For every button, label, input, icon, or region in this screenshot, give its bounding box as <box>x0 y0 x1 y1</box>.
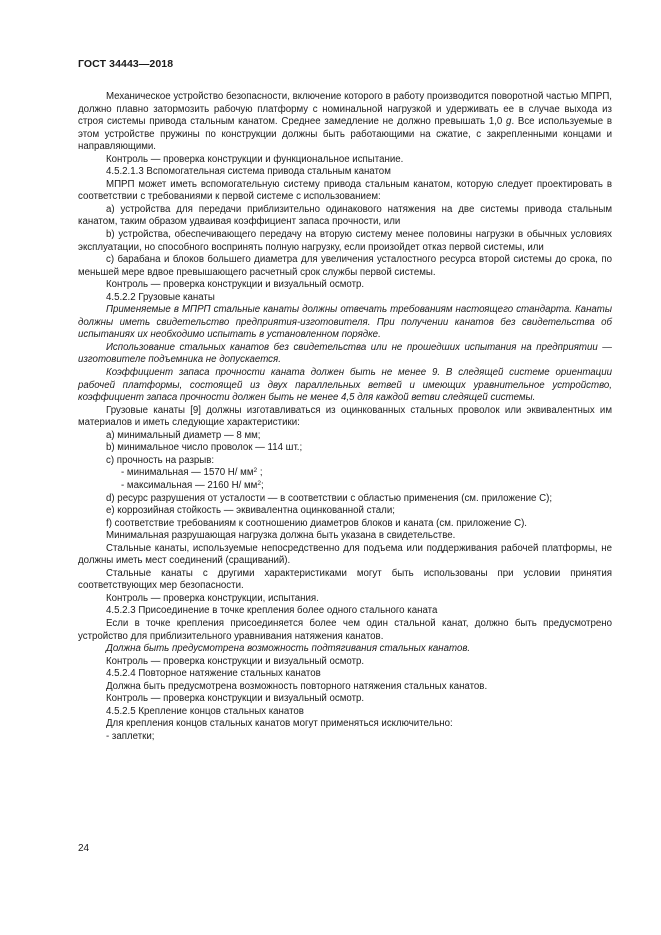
paragraph: Контроль — проверка конструкции и визуальный осмотр. <box>106 279 365 291</box>
list-item: c) прочность на разрыв: <box>106 454 215 466</box>
list-item: b) устройства, обеспечивающего передачу на вторую систему менее половины нагрузки в обычных условиях эксплуатации, но способного воспринять полную нагрузку, если произойдет отказ первой системы, или <box>78 229 612 253</box>
list-item: a) минимальный диаметр — 8 мм; <box>106 429 261 441</box>
list-item: c) барабана и блоков большего диаметра для увеличения усталостного ресурса второй системы до срока, по меньшей мере вдвое превышающего расчетный срок службы первой системы. <box>78 254 612 278</box>
page-number: 24 <box>78 843 90 854</box>
paragraph: Стальные канаты, используемые непосредственно для подъема или поддерживания рабочей платформы, не должны иметь мест соединений (сращиваний). <box>78 542 612 567</box>
paragraph: Если в точке крепления присоединяется более чем один стальной канат, должно быть предусмотрено устройство для приблизительного уравнивания натяжения канатов. <box>78 617 612 642</box>
document-body <box>78 91 612 743</box>
section-heading: 4.5.2.2 Грузовые канаты <box>106 291 215 303</box>
paragraph: Контроль — проверка конструкции, испытания. <box>106 592 319 604</box>
paragraph: Стальные канаты с другими характеристиками могут быть использованы при условии принятия соответствующих мер безопасности. <box>78 567 612 592</box>
paragraph: Применяемые в МПРП стальные канаты должны отвечать требованиям настоящего стандарта. Канаты должны иметь свидетельство предприятия-изготовителя. При получении канатов без свидетельства об испытаниях их необходимо испытать в установленном порядке. <box>78 304 612 341</box>
paragraph: Контроль — проверка конструкции и функциональное испытание. <box>106 153 404 165</box>
list-item: f) соответствие требованиям к соотношению диаметров блоков и каната (см. приложение С). <box>106 517 527 529</box>
paragraph: Коэффициент запаса прочности каната должен быть не менее 9. В следящей системе ориентации рабочей платформы, состоящей из двух параллельных ветвей и имеющих уравнительное устройство, коэффициент запаса прочности должен быть не менее 4,5 для каждой ветви следящей системы. <box>78 367 612 404</box>
list-item: - заплетки; <box>106 730 155 742</box>
paragraph: Контроль — проверка конструкции и визуальный осмотр. <box>106 655 365 667</box>
section-heading: 4.5.2.3 Присоединение в точке крепления более одного стального каната <box>106 605 438 617</box>
paragraph: Для крепления концов стальных канатов могут применяться исключительно: <box>106 718 453 730</box>
paragraph: Использование стальных канатов без свидетельства или не прошедших испытания на предприятии — изготовителе подъемника не допускается. <box>78 341 612 366</box>
section-heading: 4.5.2.4 Повторное натяжение стальных канатов <box>106 668 321 680</box>
paragraph: Механическое устройство безопасности, включение которого в работу производится поворотной частью МПРП, должно плавно затормозить рабочую платформу с номинальной нагрузкой и удерживать ее в случае выхода из строя системы привода стальным канатом. Среднее замедление не должно превышать 1,0 g. Все используемые в этом устройстве пружины по конструкции должны быть работающими на сжатие, с закрепленными концами и направляющими. <box>78 91 612 153</box>
list-item: b) минимальное число проволок — 114 шт.; <box>106 442 303 454</box>
list-item: a) устройства для передачи приблизительно одинакового натяжения на две системы привода стальным канатом, таким образом удваивая коэффициент запаса прочности, или <box>78 203 612 228</box>
unit-g: g <box>506 116 512 128</box>
document-header: ГОСТ 34443—2018 <box>78 58 174 70</box>
list-item: e) коррозийная стойкость — эквивалентна оцинкованной стали; <box>106 505 395 517</box>
section-heading: 4.5.2.5 Крепление концов стальных канатов <box>106 705 304 717</box>
list-subitem: - минимальная — 1570 Н/ $мм^2$ ; <box>121 467 263 479</box>
paragraph: Должна быть предусмотрена возможность подтягивания стальных канатов. <box>106 643 471 655</box>
paragraph: Контроль — проверка конструкции и визуальный осмотр. <box>106 693 365 705</box>
list-item: d) ресурс разрушения от усталости — в соответствии с областью применения (см. приложение С); <box>106 492 553 504</box>
list-subitem: - максимальная — 2160 Н/ $мм^2$; <box>121 479 264 491</box>
paragraph: Грузовые канаты [9] должны изготавливаться из оцинкованных стальных проволок или эквивалентных им материалов и иметь следующие характеристики: <box>78 404 612 429</box>
paragraph: МПРП может иметь вспомогательную систему привода стальным канатом, которую следует проектировать в соответствии с требованиями к первой системе с использованием: <box>78 178 612 203</box>
section-heading: 4.5.2.1.3 Вспомогательная система привода стальным канатом <box>106 166 391 178</box>
paragraph: Должна быть предусмотрена возможность повторного натяжения стальных канатов. <box>106 680 488 692</box>
paragraph: Минимальная разрушающая нагрузка должна быть указана в свидетельстве. <box>106 530 456 542</box>
